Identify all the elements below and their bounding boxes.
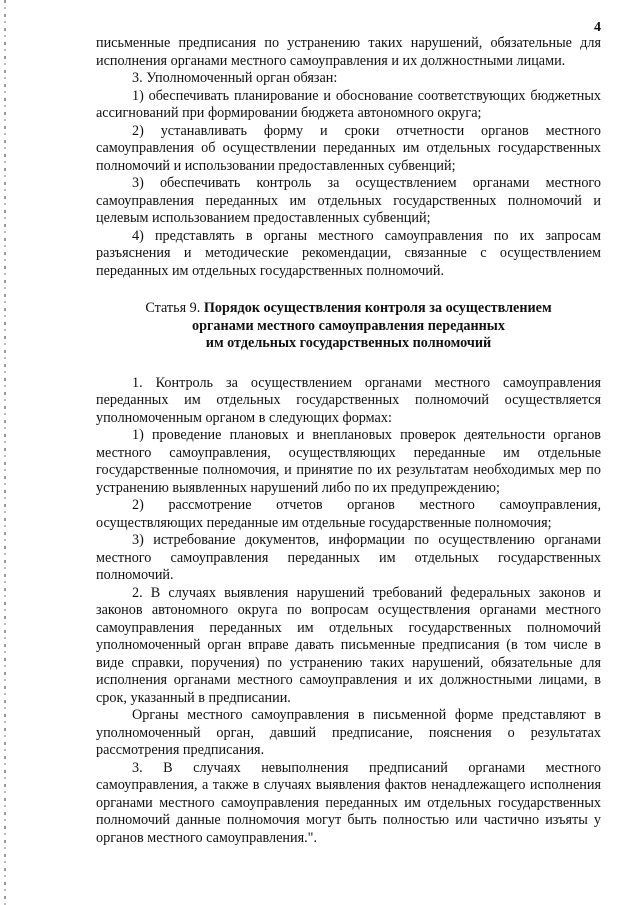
paragraph-article-item-3: 3. В случаях невыполнения предписаний органами местного самоуправления, а также в случаях выявления фактов ненадлежащего исполнения органами местного самоуправления переданных им отдельных государственных полномочий данные полномочия могут быть полностью или частично изъяты у органов местного самоуправления.".: [96, 759, 601, 846]
paragraph-article-item-1: 1. Контроль за осуществлением органами местного самоуправления переданных им отдельных государственных полномочий осуществляется уполномоченным органом в следующих формах:: [96, 374, 601, 426]
paragraph-subitem-4: 4) представлять в органы местного самоуправления по их запросам разъяснения и методические рекомендации, связанные с осуществлением переданных им отдельных государственных полномочий.: [96, 227, 601, 279]
article-heading-line-3: им отдельных государственных полномочий: [205, 335, 492, 351]
article-heading: [96, 300, 601, 353]
article-prefix: Статья 9.: [145, 300, 204, 316]
paragraph-subitem-1: 1) обеспечивать планирование и обоснование соответствующих бюджетных ассигнований при формировании бюджета автономного округа;: [96, 87, 601, 121]
paragraph-article-subitem-1: 1) проведение плановых и внеплановых проверок деятельности органов местного самоуправления, осуществляющих переданные им отдельные государственные полномочия, и принятие по их результатам необходимых мер по устранению выявленных нарушений либо по их предупреждению;: [96, 427, 601, 496]
document-body: [96, 35, 601, 847]
article-heading-line-1: [96, 300, 601, 318]
article-title-part-1: Порядок осуществления контроля за осуществлением: [203, 300, 552, 316]
paragraph-article-subitem-3: 3) истребование документов, информации по осуществлению органами местного самоуправления переданных им отдельных государственных полномочий.: [96, 532, 601, 583]
paragraph-item-3: 3. Уполномоченный орган обязан:: [132, 70, 338, 86]
scan-edge-artifact: [4, 0, 6, 905]
paragraph-subitem-3: 3) обеспечивать контроль за осуществлением органами местного самоуправления переданных им отдельных государственных полномочий и целевым использованием предоставленных субвенций;: [96, 175, 601, 226]
paragraph-subitem-2: 2) устанавливать форму и сроки отчетности органов местного самоуправления об осуществлении переданных им отдельных государственных полномочий и использовании предоставленных субвенций;: [96, 122, 601, 174]
paragraph-article-subitem-2: 2) рассмотрение отчетов органов местного самоуправления, осуществляющих переданные им отдельные государственные полномочия;: [96, 497, 601, 531]
page-number: 4: [594, 20, 601, 35]
paragraph-article-explanations: Органы местного самоуправления в письменной форме представляют в уполномоченный орган, давший предписание, пояснения о результатах рассмотрения предписания.: [96, 707, 601, 758]
paragraph-continuation: письменные предписания по устранению таких нарушений, обязательные для исполнения органами местного самоуправления и их должностными лицами.: [96, 35, 601, 69]
article-heading-line-2: органами местного самоуправления переданных: [192, 317, 505, 334]
paragraph-article-item-2: 2. В случаях выявления нарушений требований федеральных законов и законов автономного округа по вопросам осуществления органами местного самоуправления переданных им отдельных государственных полномочий уполномоченный орган вправе давать письменные предписания (в том числе в виде справки, поручения) по устранению таких нарушений, обязательные для исполнения органами местного самоуправления и их должностными лицами, в срок, указанный в предписании.: [96, 584, 601, 706]
